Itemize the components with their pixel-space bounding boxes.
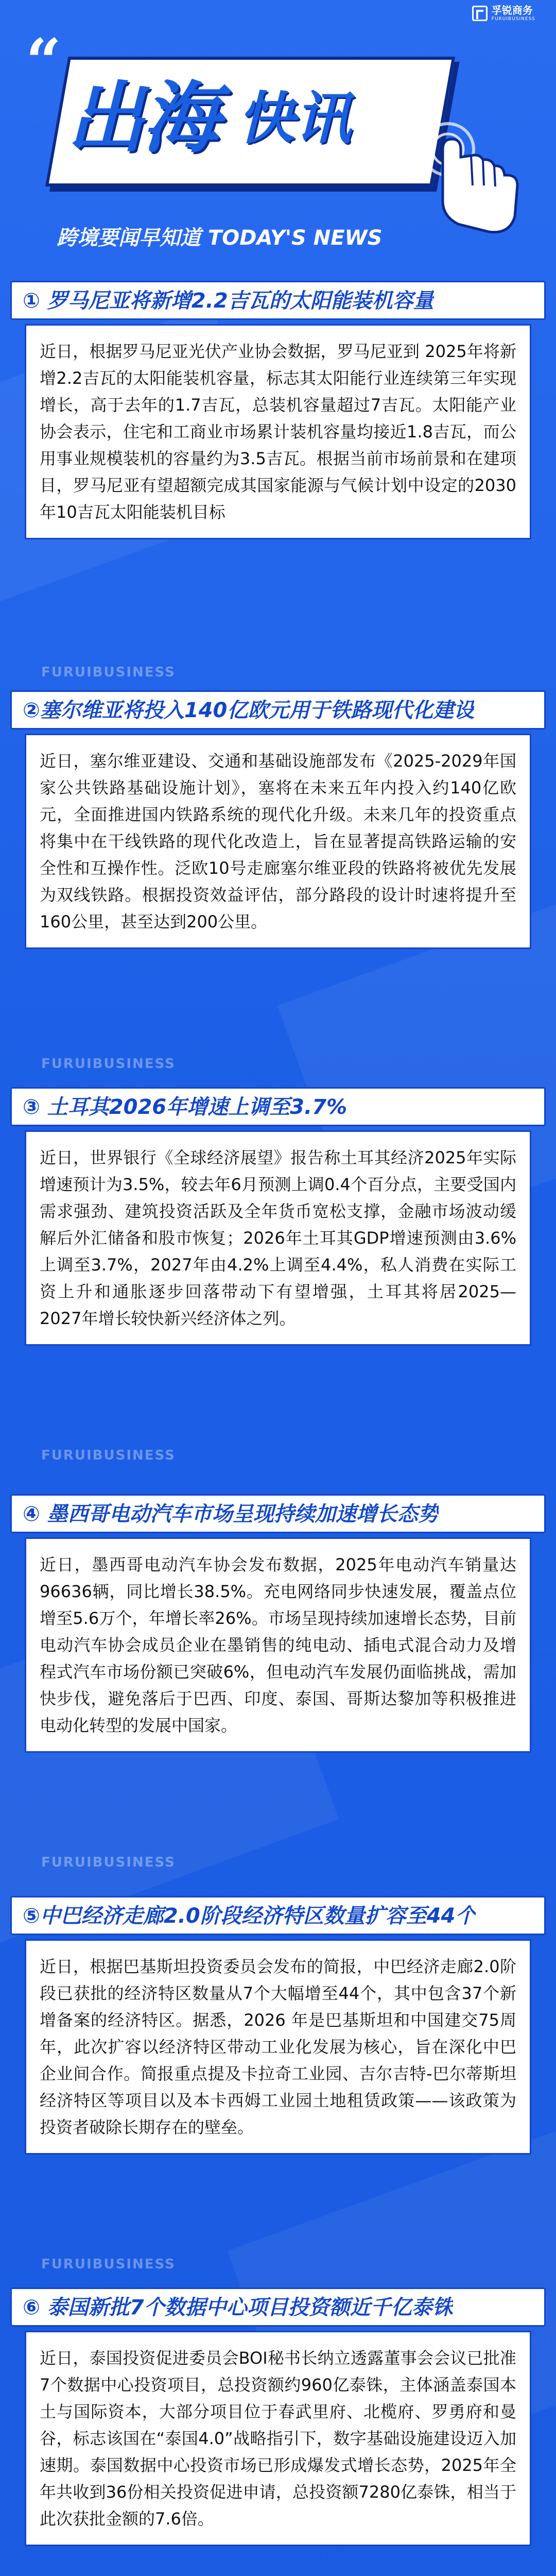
section-title: ②塞尔维亚将投入140亿欧元用于铁路现代化建设 — [23, 698, 475, 722]
section-body: 近日，塞尔维亚建设、交通和基础设施部发布《2025-2029年国家公共铁路基础设施计划》，塞将在未来五年内投入约140亿欧元，全面推进国内铁路系统的现代化升级。未来几年的投资重点将集中在干线铁路的现代化改造上，旨在显著提高铁路运输的安全性和互操作性。泛欧10号走廊塞尔维亚段的铁路将被优先发展为双线铁路。根据投资效益评估，部分路段的设计时速将提升至160公里，甚至达到200公里。 — [25, 734, 531, 949]
watermark: FURUIBUSINESS — [41, 665, 176, 680]
section-body: 近日，墨西哥电动汽车协会发布数据，2025年电动汽车销量达96636辆，同比增长38.5%。充电网络同步快速发展，覆盖点位增至5.6万个，年增长率26%。市场呈现持续加速增长态势，目前电动汽车协会成员企业在墨销售的纯电动、插电式混合动力及增程式汽车市场份额已突破6%，但电动汽车发展仍面临挑战，需加快步伐，避免落后于巴西、印度、泰国、哥斯达黎加等积极推进电动化转型的发展中国家。 — [25, 1537, 531, 1753]
section-title-bar — [10, 1494, 546, 1530]
news-section — [10, 1087, 546, 1346]
section-title-bar — [10, 1087, 546, 1123]
watermark: FURUIBUSINESS — [41, 2257, 176, 2272]
section-title-bar — [10, 1896, 546, 1932]
section-title: ④ 墨西哥电动汽车市场呈现持续加速增长态势 — [23, 1502, 439, 1526]
brand-name-cn: 孚锐商务 — [491, 4, 533, 16]
section-title-bar — [10, 690, 546, 726]
news-section — [10, 1494, 546, 1753]
section-title-bar — [10, 2287, 546, 2324]
watermark: FURUIBUSINESS — [41, 1448, 176, 1463]
page-subtitle: 跨境要闻早知道 TODAY'S NEWS — [57, 226, 383, 250]
section-body: 近日，根据巴基斯坦投资委员会发布的简报，中巴经济走廊2.0阶段已获批的经济特区数量从7个大幅增至44个，其中包含37个新增备案的经济特区。据悉，2026 年是巴基斯坦和中国建交75周年，此次扩容以经济特区带动工业化发展为核心，旨在深化中巴企业间合作。简报重点提及卡拉奇工业园、吉尔吉特-巴尔蒂斯坦经济特区等项目以及本卡西姆工业园土地租赁政策——该政策为投资者破除长期存在的壁垒。 — [25, 1939, 531, 2155]
news-section — [10, 690, 546, 949]
news-section — [10, 1896, 546, 2155]
section-title: ⑤中巴经济走廊2.0阶段经济特区数量扩容至44个 — [23, 1904, 476, 1928]
pointing-hand-icon — [412, 113, 530, 247]
section-title-bar — [10, 281, 546, 317]
hero-title-main: 出海 — [67, 74, 218, 163]
hero-title-sub: 快讯 — [238, 86, 352, 151]
news-section — [10, 2287, 546, 2546]
brand-logo — [472, 5, 535, 22]
quote-mark: “ — [26, 25, 62, 98]
section-title: ① 罗马尼亚将新增2.2吉瓦的太阳能装机容量 — [23, 289, 434, 313]
brand-name-en: FURUIBUSINESS — [491, 16, 535, 22]
watermark: FURUIBUSINESS — [41, 1855, 176, 1870]
section-body: 近日，根据罗马尼亚光伏产业协会数据，罗马尼亚到 2025年将新增2.2吉瓦的太阳能装机容量，标志其太阳能行业连续第三年实现增长，高于去年的1.7吉瓦，总装机容量超过7吉瓦。太阳能产业协会表示，住宅和工商业市场累计装机容量均接近1.8吉瓦，而公用事业规模装机的容量约为3.5吉瓦。根据当前市场前景和在建项目，罗马尼亚有望超额完成其国家能源与气候计划中设定的2030年10吉瓦太阳能装机目标 — [25, 324, 531, 539]
hero-title — [67, 62, 438, 175]
section-body: 近日，世界银行《全球经济展望》报告称土耳其经济2025年实际增速预计为3.5%，较去年6月预测上调0.4个百分点，主要受国内需求强劲、建筑投资活跃及全年货币宽松支撑，金融市场波动缓解后外汇储备和股市恢复；2026年土耳其GDP增速预测由3.6%上调至3.7%，2027年由4.2%上调至4.4%，私人消费在实际工资上升和通胀逐步回落带动下有望增强，土耳其将居2025—2027年增长较快新兴经济体之列。 — [25, 1130, 531, 1346]
news-section — [10, 281, 546, 539]
section-title: ⑥ 泰国新批7个数据中心项目投资额近千亿泰铢 — [23, 2295, 453, 2319]
watermark: FURUIBUSINESS — [41, 1056, 176, 1072]
section-body: 近日，泰国投资促进委员会BOI秘书长纳立透露董事会会议已批准7个数据中心投资项目，总投资额约960亿泰铢，主体涵盖泰国本土与国际资本，大部分项目位于春武里府、北榄府、罗勇府和曼谷，标志该国在“泰国4.0”战略指引下，数字基础设施建设迈入加速期。泰国数据中心投资市场已形成爆发式增长态势，2025年全年共收到36份相关投资促进申请，总投资额7280亿泰铢，相当于此次获批金额的7.6倍。 — [25, 2331, 531, 2546]
section-title: ③ 土耳其2026年增速上调至3.7% — [23, 1095, 348, 1119]
brand-logo-icon — [472, 6, 488, 21]
